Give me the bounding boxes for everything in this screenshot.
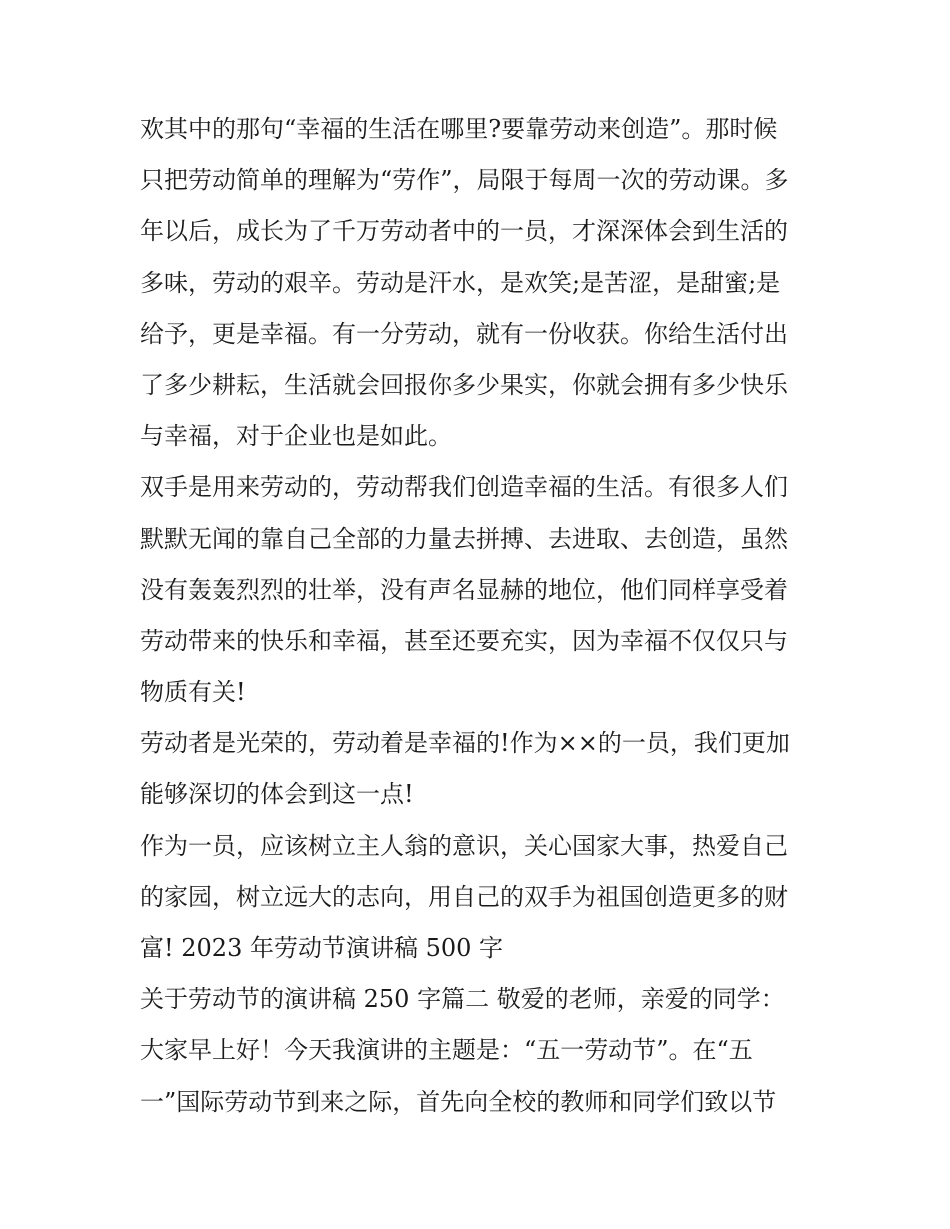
text-line: 与幸福，对于企业也是如此。: [140, 422, 452, 451]
text-line: 多味，劳动的艰辛。劳动是汗水，是欢笑;是苦涩，是甜蜜;是: [140, 268, 781, 297]
text-line: 年以后，成长为了千万劳动者中的一员，才深深体会到生活的: [140, 217, 788, 246]
text-line: 作为一员，应该树立主人翁的意识，关心国家大事，热爱自己: [140, 831, 788, 860]
text-line: 给予，更是幸福。有一分劳动，就有一份收获。你给生活付出: [140, 319, 788, 348]
document-body: [140, 104, 820, 1128]
text-line: 劳动者是光荣的，劳动着是幸福的!作为××的一员，我们更加: [140, 729, 790, 758]
text-line: 关于劳动节的演讲稿 250 字篇二 敬爱的老师，亲爱的同学：: [140, 985, 785, 1014]
text-line: 能够深切的体会到这一点!: [140, 780, 414, 809]
text-line: 欢其中的那句“幸福的生活在哪里?要靠劳动来创造”。那时候: [140, 115, 778, 143]
text-line: 物质有关!: [140, 678, 246, 707]
text-line: 双手是用来劳动的，劳动帮我们创造幸福的生活。有很多人们: [140, 473, 788, 502]
text-line: 的家园，树立远大的志向，用自己的双手为祖国创造更多的财: [140, 882, 788, 911]
text-line: 了多少耕耘，生活就会回报你多少果实，你就会拥有多少快乐: [140, 370, 788, 399]
text-line: 一”国际劳动节到来之际，首先向全校的教师和同学们致以节: [140, 1087, 777, 1116]
text-line: 富! 2023 年劳动节演讲稿 500 字: [140, 934, 504, 962]
text-line: 大家早上好！今天我演讲的主题是：“五一劳动节”。在“五: [140, 1036, 753, 1065]
text-line: 默默无闻的靠自己全部的力量去拼搏、去进取、去创造，虽然: [140, 524, 788, 553]
text-line: 劳动带来的快乐和幸福，甚至还要充实，因为幸福不仅仅只与: [140, 626, 788, 655]
text-line: 没有轰轰烈烈的壮举，没有声名显赫的地位，他们同样享受着: [140, 575, 788, 604]
text-line: 只把劳动简单的理解为“劳作”，局限于每周一次的劳动课。多: [140, 166, 789, 195]
